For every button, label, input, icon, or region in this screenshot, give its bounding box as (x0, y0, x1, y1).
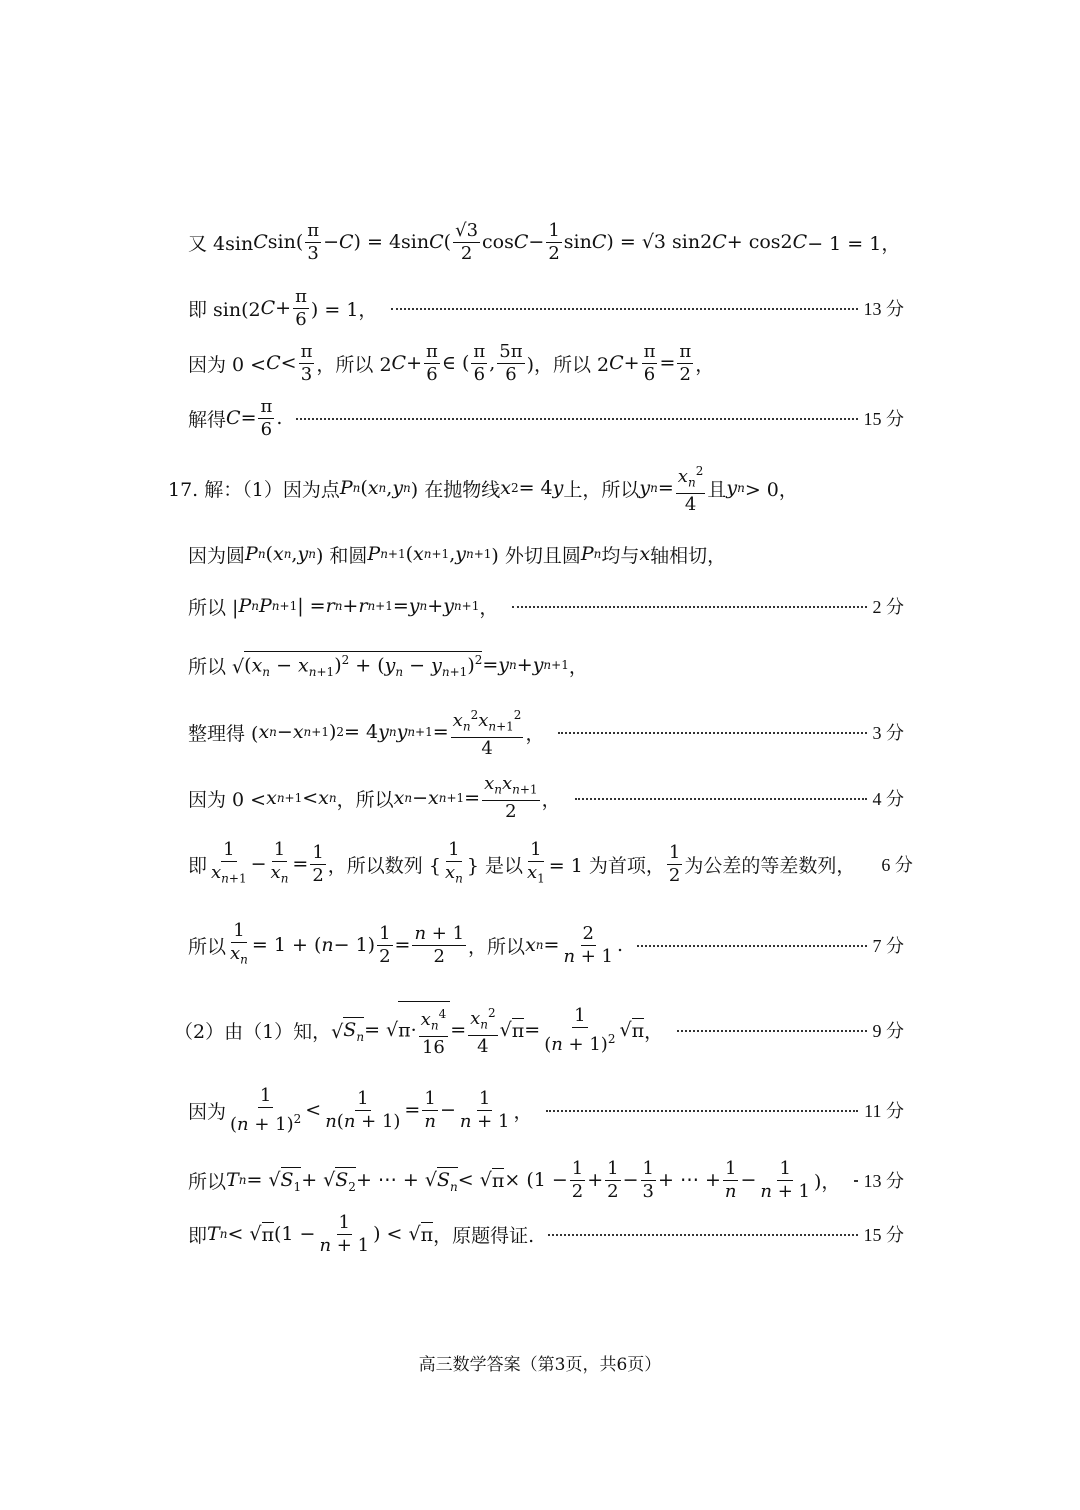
score-label: 11 分 (864, 1101, 904, 1121)
dot-leader (575, 797, 867, 800)
dot-leader (512, 605, 866, 608)
solution-line (168, 458, 904, 518)
solution-line (188, 834, 913, 894)
formula: 所以 T n = √ $S_1$ + √ $S_2$ + ⋯ + √ $S_n$ < √ π × (1 − $\frac{1}{2}$ + $\frac{1}{2}$ − $\frac{1}{3}$ + ⋯ + $\frac{1}{n}$ − $\frac{1}{n + 1}$ )， (188, 1157, 841, 1202)
formula: 所以 $\frac{1}{x_n}$ = 1 + ( n − 1) $\frac{1}{2}$ = $\frac{n + 1}{2}$ ，所以 x n = $\frac{2}{n + 1}$ . (188, 919, 624, 967)
score-label: 6 分 (881, 855, 913, 875)
score-label: 2 分 (872, 597, 904, 617)
dot-leader (677, 1029, 866, 1032)
formula: 因为 0 < C < $\frac{\pi}{3}$ ，所以 2 C + $\frac{\pi}{6}$ ∈ ( $\frac{\pi}{6}$ , $\frac{5\pi}{6}$ )，所以 2 C + $\frac{\pi}{6}$ = $\frac{\pi}{2}$ ， (188, 340, 715, 385)
solution-line (188, 1080, 904, 1140)
score-label: 9 分 (872, 1021, 904, 1041)
page-footer: 高三数学答案（第3页，共6页） (418, 1355, 662, 1375)
dot-leader (546, 1109, 858, 1112)
formula: 所以 √ $(x_n - x_{n+1})^2 + (y_n - y_{n+1})^2$ = y n + y n+1 ， (188, 652, 588, 680)
formula: 即 sin(2 C + $\frac{\pi}{6}$ ) = 1， (188, 285, 378, 330)
dot-leader (854, 1179, 857, 1182)
formula: 因为 0 < x n+1 < x n ，所以 x n − x n+1 = $\frac{x_nx_{n+1}}{2}$ ， (188, 772, 561, 823)
dot-leader (296, 417, 857, 420)
formula: （2）由（1）知，√ $S_n$ = √ π· $\frac{x_n^4}{16}$ = $\frac{x_n^2}{4}$ √ π = $\frac{1}{(n + 1)^2}$ √ π ， (174, 1001, 663, 1060)
solution-line (188, 576, 904, 636)
dot-leader (558, 731, 866, 734)
solution-line (188, 768, 904, 828)
dot-leader (548, 1233, 857, 1236)
formula: 又 4sin C sin( $\frac{\pi}{3}$ − C ) = 4sin C ( $\frac{√3}{2}$ cos C − $\frac{1}{2}$ sin C ) = √3 sin2 C + cos2 C − 1 = 1， (188, 219, 901, 264)
formula: 因为圆 P n ( x n , y n ) 和圆 P n+1 ( x n+1 , y n+1 ) 外切且圆 P n 均与 x 轴相切， (188, 543, 727, 567)
solution-line (188, 1150, 904, 1210)
score-label: 13 分 (863, 1171, 904, 1191)
dot-leader (637, 944, 866, 947)
solution-line (188, 635, 904, 695)
solution-line (188, 212, 904, 272)
solution-line (188, 278, 904, 338)
formula: 因为 $\frac{1}{(n + 1)^2}$ < $\frac{1}{n(n + 1)}$ = $\frac{1}{n}$ − $\frac{1}{n + 1}$ ， (188, 1084, 533, 1135)
score-label: 3 分 (872, 723, 904, 743)
score-label: 13 分 (863, 299, 904, 319)
solution-line (174, 1000, 904, 1060)
dot-leader (391, 307, 857, 310)
solution-line (188, 915, 904, 975)
solution-line (188, 333, 904, 393)
solution-line (188, 524, 904, 584)
formula: 即 $\frac{1}{x_{n+1}}$ − $\frac{1}{x_n}$ = $\frac{1}{2}$ ，所以数列 { $\frac{1}{x_n}$ } 是以 $\frac{1}{x_1}$ = 1 为首项， $\frac{1}{2}$ 为公差的等差数列， (188, 838, 856, 886)
score-label: 4 分 (872, 789, 904, 809)
score-label: 7 分 (872, 936, 904, 956)
formula: 所以 | P n P n+1 | = r n + r n+1 = y n + y n+1 ， (188, 595, 499, 619)
formula: 整理得 ( x n − x n+1 ) 2 = 4 y n y n+1 = $\frac{x_n^2x_{n+1}^2}{4}$ ， (188, 704, 544, 761)
score-label: 15 分 (863, 1225, 904, 1245)
solution-line (188, 1204, 904, 1264)
solution-line (188, 388, 904, 448)
formula: 即 T n < √ π (1 − $\frac{1}{n + 1}$ ) < √ π ，原题得证. (188, 1211, 535, 1256)
score-label: 15 分 (863, 409, 904, 429)
formula: 17. 解：（1）因为点 P n ( x n , y n ) 在抛物线 x 2 = 4 y 上，所以 y n = $\frac{x_n^2}{4}$ 且 y n > 0， (168, 460, 798, 517)
formula: 解得 C = $\frac{\pi}{6}$ . (188, 395, 283, 440)
solution-line (188, 702, 904, 762)
